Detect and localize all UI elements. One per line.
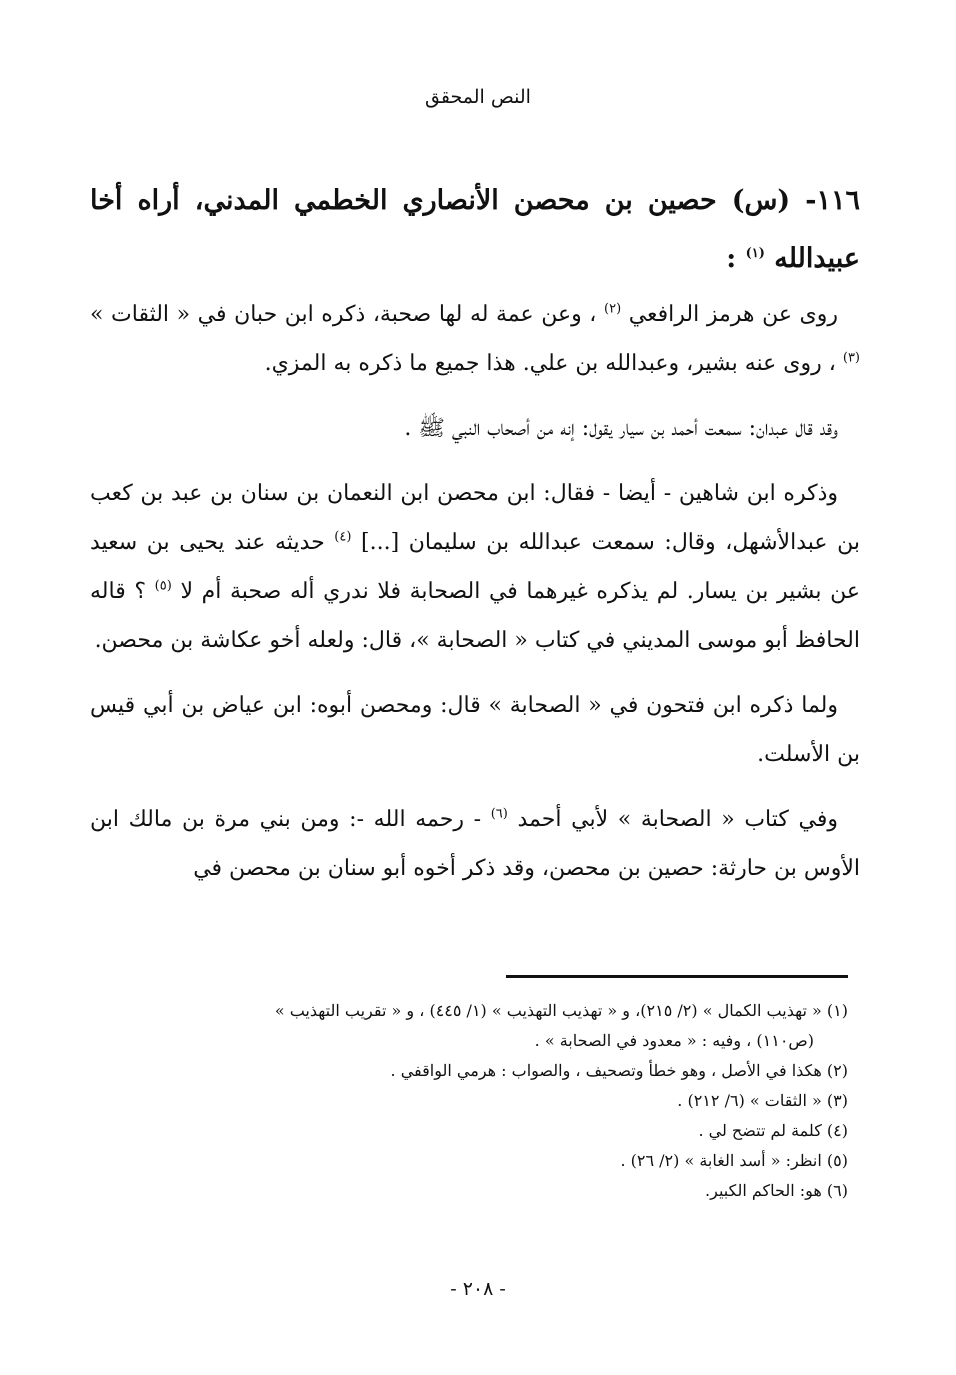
footnote-text: (١) « تهذيب الكمال » (٢/ ٢١٥)، و « تهذيب التهذيب » (١/ ٤٤٥) ، و « تقريب التهذيب » [274,1001,848,1020]
footnote-ref: (٢) [604,301,622,317]
page-number: - ٢٠٨ - [450,1278,506,1300]
entry-heading [90,172,860,288]
paragraph-text: وقد قال عبدان: سمعت أحمد بن سيار يقول: إنه من أصحاب النبي ﷺ . [404,416,838,441]
entry-heading-text: ١١٦- (س) حصين بن محصن الأنصاري الخطمي المدني، أراه أخا عبيدالله [90,185,860,274]
footnote: (٣) « الثقات » (٦/ ٢١٢) . [677,1091,848,1110]
paragraph-text: ؟ قاله الحافظ أبو موسى المديني في كتاب « الصحابة »، قال: ولعله أخو عكاشة بن محصن. [90,579,860,653]
paragraph-text: حديثه عند يحيى بن سعيد عن بشير بن يسار. لم يذكره غيرهما في الصحابة فلا ندري أله صحبة أم لا [90,530,861,604]
paragraph-text: وذكره ابن شاهين - أيضا - فقال: ابن محصن ابن النعمان بن سنان بن عبد بن كعب بن عبدالأشهل، وقال: سمعت عبدالله بن سليمان [...] [90,481,860,555]
footnote: (٦) هو: الحاكم الكبير. [705,1181,848,1200]
paragraph [90,681,860,779]
footnote-ref: (٥) [154,578,172,594]
footnote-ref: (٤) [334,529,352,545]
footnote-ref: (٦) [490,806,508,822]
paragraph-text: - رحمه الله -: ومن بني مرة بن مالك ابن الأوس بن حارثة: حصين بن محصن، وقد ذكر أخوه أبو سنان بن محصن في [90,807,860,881]
paragraph [90,469,860,665]
footnote-ref: (٣) [842,350,860,366]
footnote-separator [506,975,848,978]
body-text [90,290,860,909]
entry-heading-colon: : [726,243,737,274]
paragraph [90,795,860,893]
paragraph [90,404,860,453]
paragraph [90,290,860,388]
paragraph-text: ، روى عنه بشير، وعبدالله بن علي. هذا جميع ما ذكره به المزي. [264,351,836,376]
footnote: (٢) هكذا في الأصل ، وهو خطأ وتصحيف ، والصواب : هرمي الواقفي . [390,1061,848,1080]
paragraph-text: وفي كتاب « الصحابة » لأبي أحمد [517,807,838,832]
footnote: (٤) كلمة لم تتضح لي . [698,1121,848,1140]
footnotes [88,996,848,1206]
footnote [88,996,848,1056]
footnote-continuation: (ص١١٠) ، وفيه : « معدود في الصحابة » . [534,1031,814,1050]
footnote-ref: (١) [745,246,765,261]
footnote: (٥) انظر: « أسد الغابة » (٢/ ٢٦) . [620,1151,848,1170]
paragraph-text: ولما ذكره ابن فتحون في « الصحابة » قال: ومحصن أبوه: ابن عياض بن أبي قيس بن الأسلت. [90,693,860,767]
paragraph-text: ، وعن عمة له لها صحبة، ذكره ابن حبان في « الثقات » [90,302,597,327]
paragraph-text: روى عن هرمز الرافعي [628,302,838,327]
running-head: النص المحقق [425,86,531,108]
